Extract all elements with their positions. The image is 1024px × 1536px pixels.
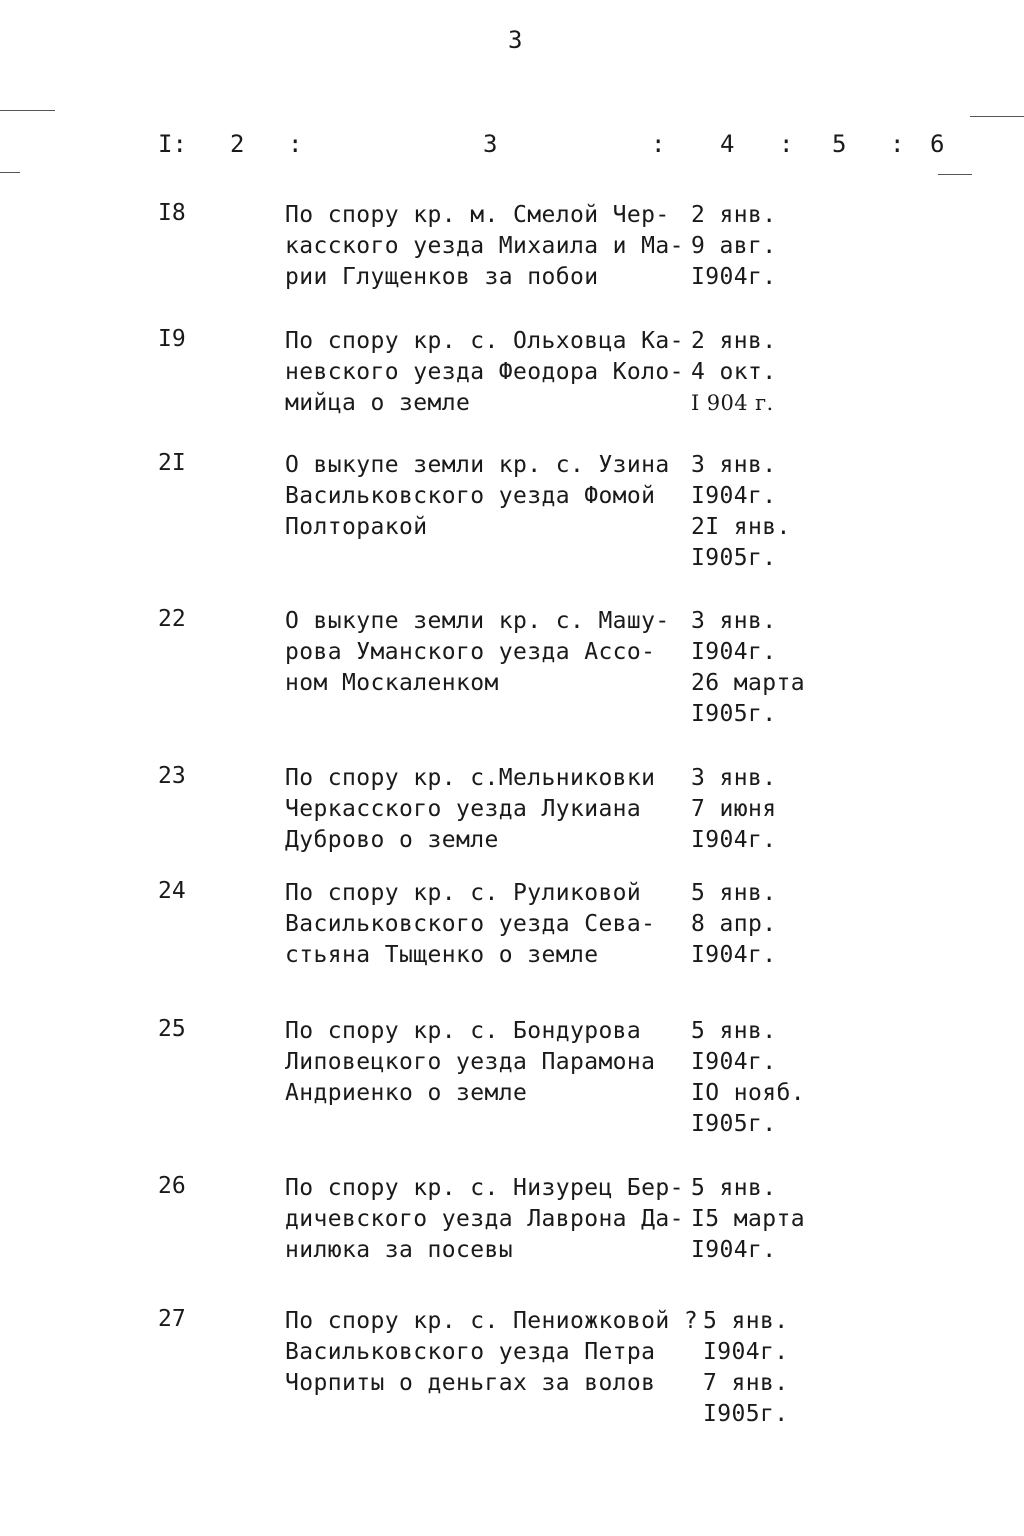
page-number: 3 [508, 26, 523, 54]
description-line: нилюка за посевы [285, 1237, 513, 1263]
date-line: 2I янв. [691, 514, 791, 540]
entry-description [285, 450, 670, 543]
description-line: мийца о земле [285, 390, 471, 416]
description-line: Васильковского уезда Сева- [285, 911, 656, 937]
column-separator: : [779, 130, 794, 158]
entry-number: 2I [158, 450, 186, 476]
date-line: I904г. [691, 827, 777, 853]
column-header-6: 6 [930, 130, 945, 158]
description-line: Липовецкого уезда Парамона [285, 1049, 656, 1075]
date-line: 5 янв. [703, 1308, 789, 1334]
description-line: Васильковского уезда Петра [285, 1339, 656, 1365]
entry-dates [703, 1306, 788, 1430]
entry-number: 24 [158, 878, 186, 904]
description-line: По спору кр. с.Мельниковки [285, 765, 656, 791]
column-separator: : [890, 130, 905, 158]
description-line: По спору кр. с. Низурец Бер- [285, 1175, 684, 1201]
date-line: 2 янв. [691, 202, 777, 228]
entry-number: 25 [158, 1016, 186, 1042]
entry-number: 26 [158, 1173, 186, 1199]
date-line: I904г. [703, 1339, 789, 1365]
description-line: Полторакой [285, 514, 428, 540]
description-line: По спору кр. с. Пениожковой ? [285, 1308, 699, 1334]
column-header-5: 5 [832, 130, 847, 158]
entry-description [285, 606, 670, 699]
description-line: Дуброво о земле [285, 827, 499, 853]
entry-description [285, 763, 655, 856]
date-line: I904г. [691, 639, 777, 665]
date-line: I905г. [691, 701, 777, 727]
entry-description [285, 1173, 684, 1266]
description-line: Васильковского уезда Фомой [285, 483, 656, 509]
date-line: 5 янв. [691, 880, 777, 906]
date-line: I905г. [691, 1111, 777, 1137]
date-line: I904г. [691, 264, 777, 290]
column-separator: : [288, 130, 303, 158]
description-line: Андриенко о земле [285, 1080, 528, 1106]
date-line: I904г. [691, 1049, 777, 1075]
entry-number: I9 [158, 326, 186, 352]
column-separator: : [651, 130, 666, 158]
entry-dates [691, 450, 791, 574]
description-line: По спору кр. с. Бондурова [285, 1018, 642, 1044]
entry-description [285, 1306, 698, 1399]
description-line: рова Уманского уезда Ассо- [285, 639, 656, 665]
entry-description [285, 1016, 655, 1109]
date-line: I904г. [691, 1237, 777, 1263]
entry-dates [691, 326, 776, 419]
date-line: IO нояб. [691, 1080, 805, 1106]
date-line: 2 янв. [691, 328, 777, 354]
entry-description [285, 878, 655, 971]
date-line: I905г. [703, 1401, 789, 1427]
date-line: 3 янв. [691, 765, 777, 791]
description-line: По спору кр. м. Смелой Чер- [285, 202, 670, 228]
entry-dates [691, 878, 776, 971]
date-line: 3 янв. [691, 608, 777, 634]
entry-dates [691, 606, 805, 730]
entry-dates [691, 200, 776, 293]
column-header-1: I: [158, 130, 187, 158]
entry-number: 22 [158, 606, 186, 632]
description-line: О выкупе земли кр. с. Машу- [285, 608, 670, 634]
description-line: По спору кр. с. Ольховца Ка- [285, 328, 684, 354]
entry-dates [691, 763, 776, 856]
margin-rule-left-top [0, 110, 55, 111]
date-line: 7 янв. [703, 1370, 789, 1396]
column-header-2: 2 [230, 130, 245, 158]
entry-number: I8 [158, 200, 186, 226]
description-line: дичевского уезда Лаврона Да- [285, 1206, 684, 1232]
description-line: О выкупе земли кр. с. Узина [285, 452, 670, 478]
entry-number: 27 [158, 1306, 186, 1332]
margin-rule-right [938, 174, 972, 175]
entry-number: 23 [158, 763, 186, 789]
date-line-handwritten: I 904 г. [691, 391, 774, 415]
date-line: I904г. [691, 483, 777, 509]
column-header-3: 3 [483, 130, 498, 158]
date-line: 7 июня [691, 796, 777, 822]
date-line: I905г. [691, 545, 777, 571]
description-line: касского уезда Михаила и Ма- [285, 233, 684, 259]
entry-dates [691, 1016, 805, 1140]
date-line: 4 окт. [691, 359, 777, 385]
date-line: 5 янв. [691, 1018, 777, 1044]
column-header-4: 4 [720, 130, 735, 158]
entry-description [285, 200, 684, 293]
date-line: 9 авг. [691, 233, 777, 259]
date-line: 8 апр. [691, 911, 777, 937]
entry-description [285, 326, 684, 419]
description-line: Черкасского уезда Лукиана [285, 796, 642, 822]
description-line: По спору кр. с. Руликовой [285, 880, 642, 906]
description-line: невского уезда Феодора Коло- [285, 359, 684, 385]
margin-rule-right-top [970, 116, 1024, 117]
description-line: ном Москаленком [285, 670, 499, 696]
margin-rule-left [0, 172, 20, 173]
description-line: Чорпиты о деньгах за волов [285, 1370, 656, 1396]
date-line: 5 янв. [691, 1175, 777, 1201]
entry-dates [691, 1173, 805, 1266]
date-line: 3 янв. [691, 452, 777, 478]
date-line: 26 марта [691, 670, 805, 696]
description-line: стьяна Тыщенко о земле [285, 942, 599, 968]
date-line: I5 марта [691, 1206, 805, 1232]
description-line: рии Глущенков за побои [285, 264, 599, 290]
date-line: I904г. [691, 942, 777, 968]
